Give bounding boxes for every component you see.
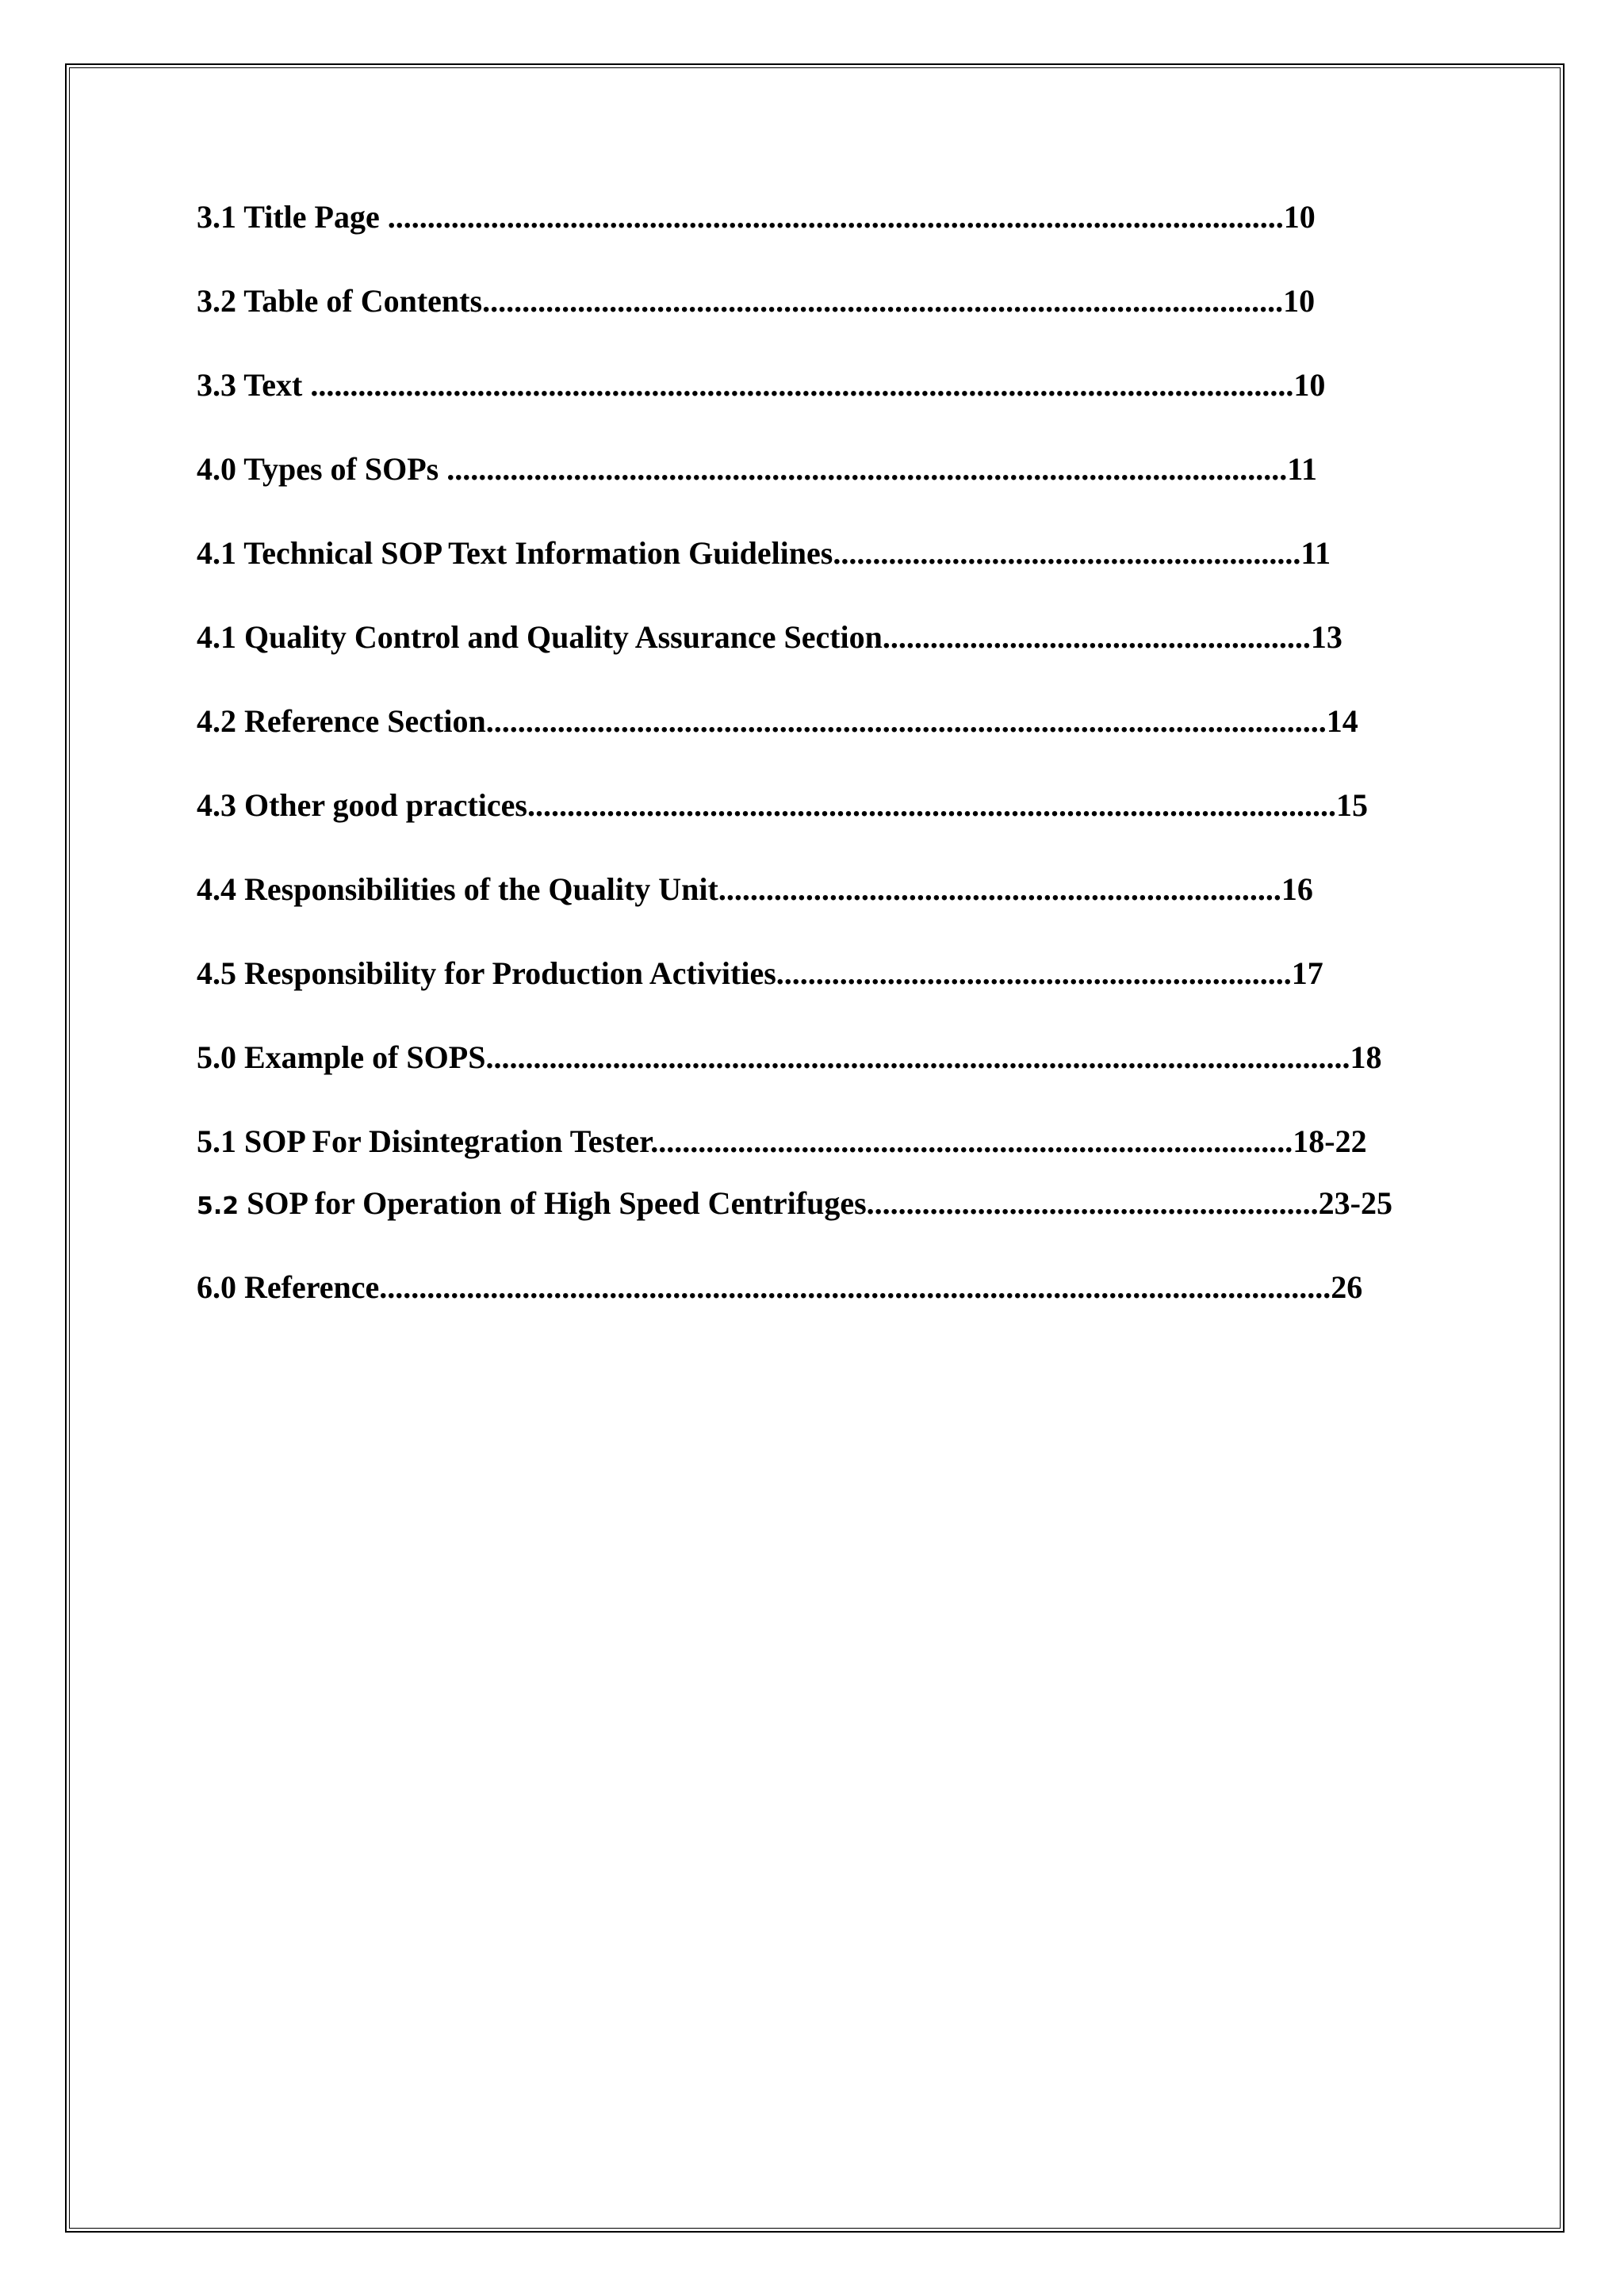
toc-page-number: 18 [1350,1039,1382,1075]
toc-leader-dots: ........................................................... [833,535,1301,571]
toc-entry-label: 4.0 Types of SOPs [197,451,447,487]
toc-page-number: 15 [1335,787,1368,823]
toc-leader-dots: ............................................................................................................................ [310,367,1294,403]
toc-page-number: 16 [1281,871,1313,907]
toc-page-number: 26 [1331,1269,1363,1305]
toc-leader-dots: ............................................................................................................. [485,1039,1350,1075]
toc-entry-3-3[interactable] [197,366,1325,404]
toc-entry-4-0[interactable] [197,450,1317,488]
toc-entry-4-2[interactable] [197,702,1358,740]
toc-entry-4-1-technical[interactable] [197,534,1331,572]
toc-entry-label: 5.0 Example of SOPS [197,1039,486,1075]
toc-leader-dots: ..................................................................................................... [482,283,1284,319]
toc-page-number: 10 [1283,283,1316,319]
toc-page-number: 10 [1293,367,1326,403]
toc-entry-4-1-quality[interactable] [197,618,1342,656]
toc-page-number: 11 [1300,535,1331,571]
toc-page-number: 11 [1287,451,1318,487]
toc-page-number: 17 [1291,955,1323,991]
toc-entry-label: 3.3 Text [197,367,311,403]
toc-leader-dots: ................................................................................................................. [387,199,1284,235]
toc-entry-number: 5.2 [197,1192,239,1220]
toc-page-number: 18-22 [1293,1123,1367,1159]
toc-leader-dots: ...................................................................................................... [527,787,1336,823]
toc-entry-label: 3.2 Table of Contents [197,283,483,319]
toc-page-number: 23-25 [1318,1185,1392,1221]
toc-entry-label: SOP for Operation of High Speed Centrifuges [239,1185,867,1221]
toc-leader-dots: ................................................................................. [650,1123,1293,1159]
toc-entry-6-0[interactable] [197,1269,1362,1307]
toc-entry-label: 5.1 SOP For Disintegration Tester [197,1123,651,1159]
toc-page-number: 13 [1310,619,1342,655]
toc-entry-4-4[interactable] [197,871,1313,909]
toc-leader-dots: .......................................................................................................... [485,703,1327,739]
toc-entry-label: 4.4 Responsibilities of the Quality Unit [197,871,718,907]
toc-leader-dots: ................................................................. [776,955,1292,991]
toc-entry-label: 4.1 Technical SOP Text Information Guidelines [197,535,833,571]
toc-leader-dots: ......................................................... [866,1185,1319,1221]
toc-entry-3-1[interactable] [197,198,1316,236]
toc-entry-5-0[interactable] [197,1039,1381,1077]
toc-leader-dots: ...................................................... [882,619,1311,655]
toc-entry-label: 4.1 Quality Control and Quality Assurance Section [197,619,883,655]
toc-leader-dots: .......................................................................................................... [446,451,1288,487]
toc-entry-3-2[interactable] [197,282,1315,320]
toc-entry-4-3[interactable] [197,786,1368,825]
toc-entry-4-5[interactable] [197,955,1323,993]
toc-entry-5-2[interactable] [197,1184,1392,1226]
toc-page-number: 14 [1326,703,1358,739]
toc-entry-label: 4.3 Other good practices [197,787,527,823]
toc-entry-label: 4.5 Responsibility for Production Activities [197,955,776,991]
toc-leader-dots: ........................................................................................................................ [379,1269,1331,1305]
toc-entry-label: 3.1 Title Page [197,199,388,235]
toc-page-number: 10 [1283,199,1316,235]
toc-entry-label: 4.2 Reference Section [197,703,486,739]
toc-entry-label: 6.0 Reference [197,1269,380,1305]
toc-leader-dots: ....................................................................... [718,871,1281,907]
toc-entry-5-1[interactable] [197,1123,1367,1161]
